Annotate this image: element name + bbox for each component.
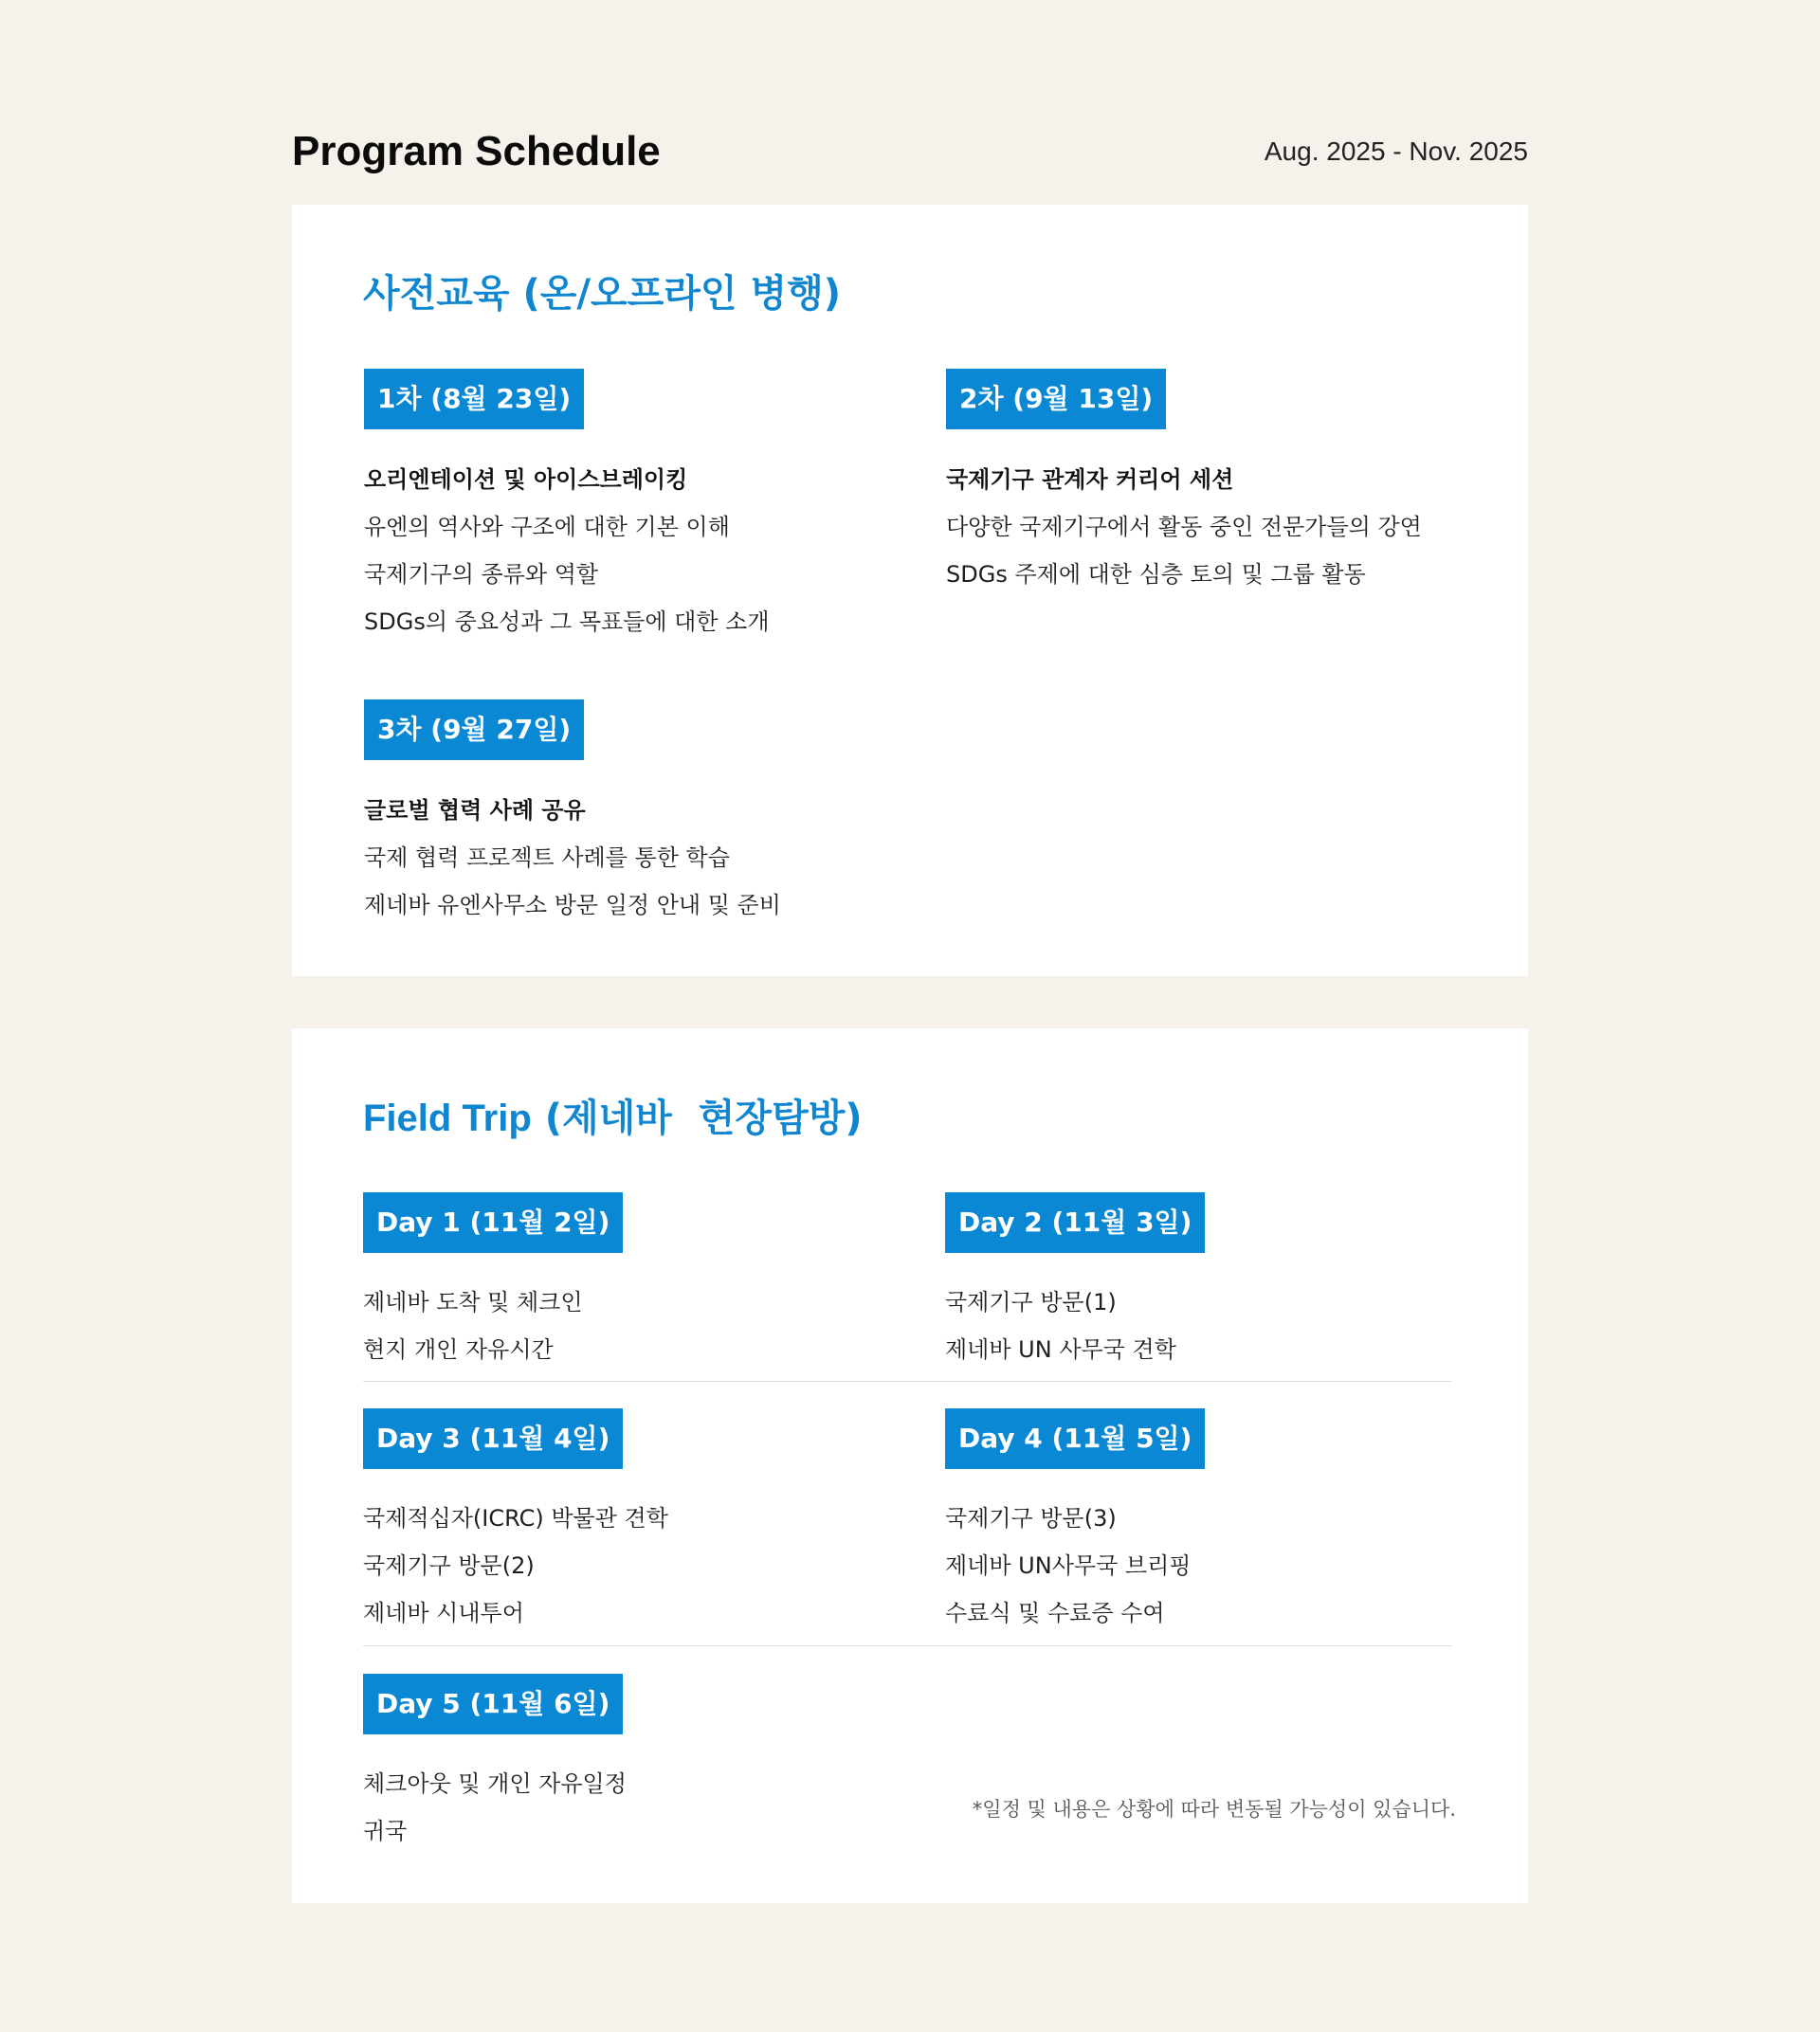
list-item: 수료식 및 수료증 수여 [945,1600,1165,1626]
list-item: 국제적십자(ICRC) 박물관 견학 [363,1505,668,1532]
page-title: Program Schedule [292,128,661,174]
list-item: 국제기구 방문(3) [945,1505,1117,1532]
list-item: 국제기구의 종류와 역할 [364,561,599,588]
pre-education-title: 사전교육 (온/오프라인 병행) [363,272,842,316]
session-1-heading: 오리엔테이션 및 아이스브레이킹 [364,466,688,493]
list-item: 다양한 국제기구에서 활동 중인 전문가들의 강연 [946,514,1422,540]
pre-education-card [292,205,1528,976]
list-item: 국제기구 방문(1) [945,1289,1117,1315]
day-5-list [363,1760,627,1855]
list-item: 유엔의 역사와 구조에 대한 기본 이해 [364,514,730,540]
day-5-badge: Day 5 (11월 6일) [363,1674,623,1734]
list-item: SDGs의 중요성과 그 목표들에 대한 소개 [364,608,770,635]
list-item: 제네바 도착 및 체크인 [363,1289,583,1315]
list-item: 제네바 UN사무국 브리핑 [945,1552,1192,1579]
field-trip-title-latin: Field Trip [363,1098,532,1139]
day-4-badge: Day 4 (11월 5일) [945,1408,1205,1469]
list-item: 제네바 UN 사무국 견학 [945,1336,1176,1363]
list-item: 체크아웃 및 개인 자유일정 [363,1770,627,1797]
list-item: 국제기구 방문(2) [363,1552,535,1579]
day-3-badge: Day 3 (11월 4일) [363,1408,623,1469]
list-item: SDGs 주제에 대한 심층 토의 및 그룹 활동 [946,561,1366,588]
session-2-badge: 2차 (9월 13일) [946,369,1166,429]
session-1-list [364,456,770,645]
day-1-list [363,1279,583,1373]
session-1-badge: 1차 (8월 23일) [364,369,584,429]
date-range: Aug. 2025 - Nov. 2025 [1264,136,1528,166]
session-3-list [364,787,781,929]
day-4-list [945,1495,1191,1637]
list-item: 제네바 시내투어 [363,1600,524,1626]
day-2-badge: Day 2 (11월 3일) [945,1192,1205,1253]
list-item: 귀국 [363,1818,408,1844]
field-trip-title [363,1088,863,1142]
session-3-heading: 글로벌 협력 사례 공유 [364,797,586,824]
day-1-badge: Day 1 (11월 2일) [363,1192,623,1253]
field-trip-card [292,1028,1528,1903]
list-item: 현지 개인 자유시간 [363,1336,554,1363]
divider [363,1645,1452,1646]
session-3-badge: 3차 (9월 27일) [364,699,584,760]
session-2-list [946,456,1422,598]
day-2-list [945,1279,1176,1373]
list-item: 국제 협력 프로젝트 사례를 통한 학습 [364,844,730,871]
program-schedule-page [292,123,1528,1844]
divider [363,1381,1452,1382]
session-2-heading: 국제기구 관계자 커리어 세션 [946,466,1234,493]
day-3-list [363,1495,668,1637]
page-header [292,123,1528,180]
schedule-change-note: *일정 및 내용은 상황에 따라 변동될 가능성이 있습니다. [972,1798,1456,1821]
list-item: 제네바 유엔사무소 방문 일정 안내 및 준비 [364,892,781,918]
field-trip-title-korean: (제네바 현장탐방) [544,1097,863,1140]
